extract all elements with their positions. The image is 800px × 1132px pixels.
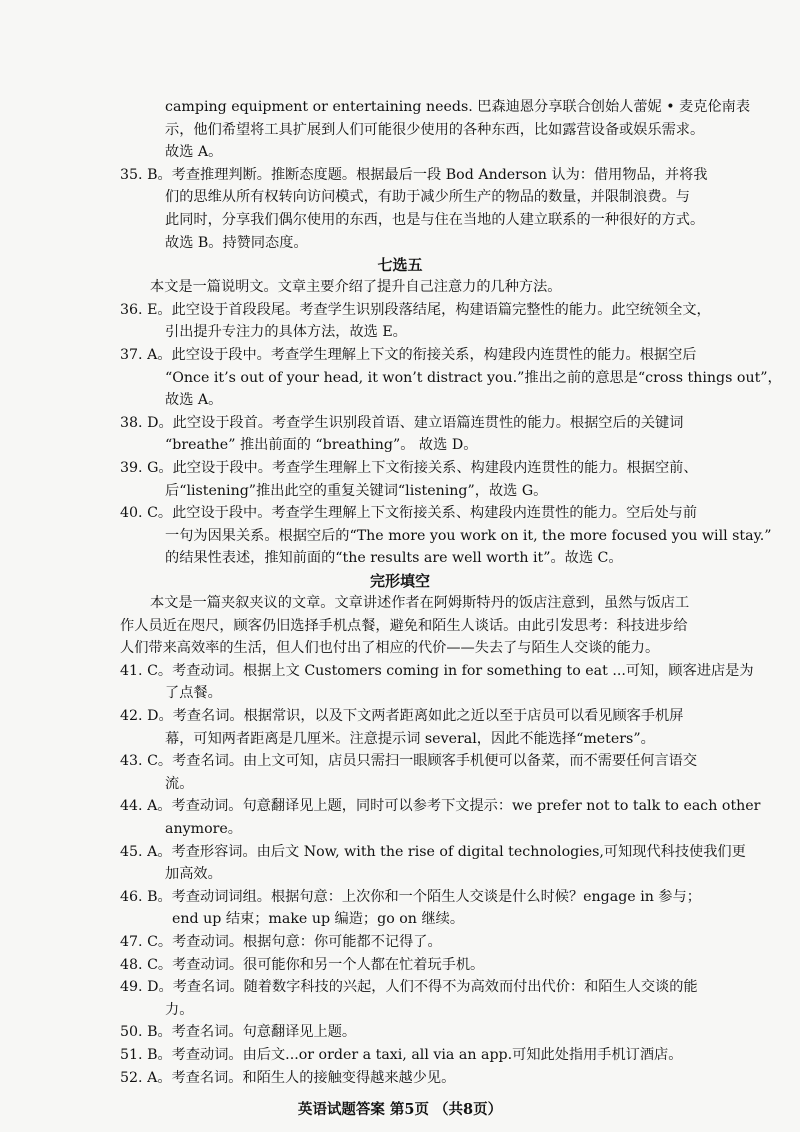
text-line: anymore。 [165, 821, 242, 837]
text-line: 力。 [165, 1001, 194, 1018]
text-line: 故选 B。持赞同态度。 [165, 234, 308, 251]
text-line: 此同时，分享我们偶尔使用的东西，也是与住在当地的人建立联系的一种很好的方式。 [165, 212, 705, 228]
text-line: “breathe” 推出前面的 “breathing”。 故选 D。 [165, 437, 478, 454]
text-line: 示，他们希望将工具扩展到人们可能很少使用的各种东西，比如露营设备或娱乐需求。 [165, 121, 705, 138]
answer-50: 50. B。考查名词。句意翻译见上题。 [120, 1024, 357, 1041]
text-line: 作人员近在咫尺，顾客仍旧选择手机点餐，避免和陌生人谈话。由此引发思考：科技进步给 [120, 617, 688, 634]
text-line: 人们带来高效率的生活，但人们也付出了相应的代价——失去了与陌生人交谈的能力。 [120, 640, 660, 657]
text-line: 了点餐。 [165, 685, 222, 702]
text-line: camping equipment or entertaining needs. 巴森迪恩分享联合创始人蕾妮 • 麦克伦南表 [165, 99, 751, 115]
text-line: 后“listening”推出此空的重复关键词“listening”，故选 G。 [165, 482, 548, 499]
answer-35: 35. B。考查推理判断。推断态度题。根据最后一段 Bod Anderson 认为：借用物品，并将我 [120, 166, 708, 183]
answer-40: 40. C。此空设于段中。考查学生理解上下文衔接关系、构建段内连贯性的能力。空后处与前 [120, 505, 698, 522]
text-line: 故选 A。 [165, 392, 223, 409]
answer-43: 43. C。考查名词。由上文可知，店员只需扫一眼顾客手机便可以备菜，而不需要任何言语交 [120, 753, 698, 770]
answer-49: 49. D。考查名词。随着数字科技的兴起，人们不得不为高效而付出代价：和陌生人交谈的能 [120, 979, 698, 996]
section-heading-cloze: 完形填空 [369, 572, 430, 590]
answer-39: 39. G。此空设于段中。考查学生理解上下文衔接关系、构建段内连贯性的能力。根据空前、 [120, 460, 698, 476]
text-line: 幕，可知两者距离是几厘米。注意提示词 several，因此不能选择“meters”。 [165, 730, 655, 747]
answer-45: 45. A。考查形容词。由后文 Now, with the rise of digital technologies,可知现代科技使我们更 [120, 843, 746, 860]
text-line: 故选 A。 [165, 144, 223, 161]
answer-37: 37. A。此空设于段中。考查学生理解上下文的衔接关系，构建段内连贯性的能力。根据空后 [120, 347, 697, 363]
answer-51: 51. B。考查动词。由后文...or order a taxi, all via an app.可知此处指用手机订酒店。 [120, 1047, 683, 1063]
answer-44: 44. A。考查动词。句意翻译见上题，同时可以参考下文提示：we prefer not to talk to each other [120, 798, 761, 815]
text-line: 加高效。 [165, 866, 222, 883]
answer-36: 36. E。此空设于首段段尾。考查学生识别段落结尾，构建语篇完整性的能力。此空统领全文， [120, 301, 711, 318]
answer-48: 48. C。考查动词。很可能你和另一个人都在忙着玩手机。 [120, 956, 485, 973]
answer-47: 47. C。考查动词。根据句意：你可能都不记得了。 [120, 934, 442, 950]
page-footer: 英语试题答案 第5页 （共8页） [297, 1101, 503, 1118]
section-intro: 本文是一篇夹叙夹议的文章。文章讲述作者在阿姆斯特丹的饭店注意到，虽然与饭店工 [150, 595, 690, 611]
text-line: end up 结束；make up 编造；go on 继续。 [172, 911, 465, 928]
text-line: “Once it’s out of your head, it won’t distract you.”推出之前的意思是“cross things out”， [165, 369, 782, 386]
text-line: 引出提升专注力的具体方法，故选 E。 [165, 324, 407, 341]
answer-42: 42. D。考查名词。根据常识，以及下文两者距离如此之近以至于店员可以看见顾客手机屏 [120, 708, 684, 724]
answer-46: 46. B。考查动词词组。根据句意：上次你和一个陌生人交谈是什么时候？engage in 参与； [120, 888, 701, 905]
answer-41: 41. C。考查动词。根据上文 Customers coming in for something to eat ...可知，顾客进店是为 [120, 662, 754, 679]
text-line: 一句为因果关系。根据空后的“The more you work on it, the more focused you will stay.” [165, 527, 772, 544]
text-line: 的结果性表述，推知前面的“the results are well worth it”。故选 C。 [165, 550, 623, 567]
text-line: 流。 [165, 775, 194, 792]
answer-38: 38. D。此空设于段首。考查学生识别段首语、建立语篇连贯性的能力。根据空后的关键词 [120, 414, 684, 431]
text-line: 们的思维从所有权转向访问模式，有助于减少所生产的物品的数量，并限制浪费。与 [165, 189, 690, 206]
section-heading-seven-choose-five: 七选五 [377, 256, 423, 275]
answer-52: 52. A。考查名词。和陌生人的接触变得越来越少见。 [120, 1069, 456, 1086]
section-intro: 本文是一篇说明文。文章主要介绍了提升自己注意力的几种方法。 [150, 279, 562, 296]
